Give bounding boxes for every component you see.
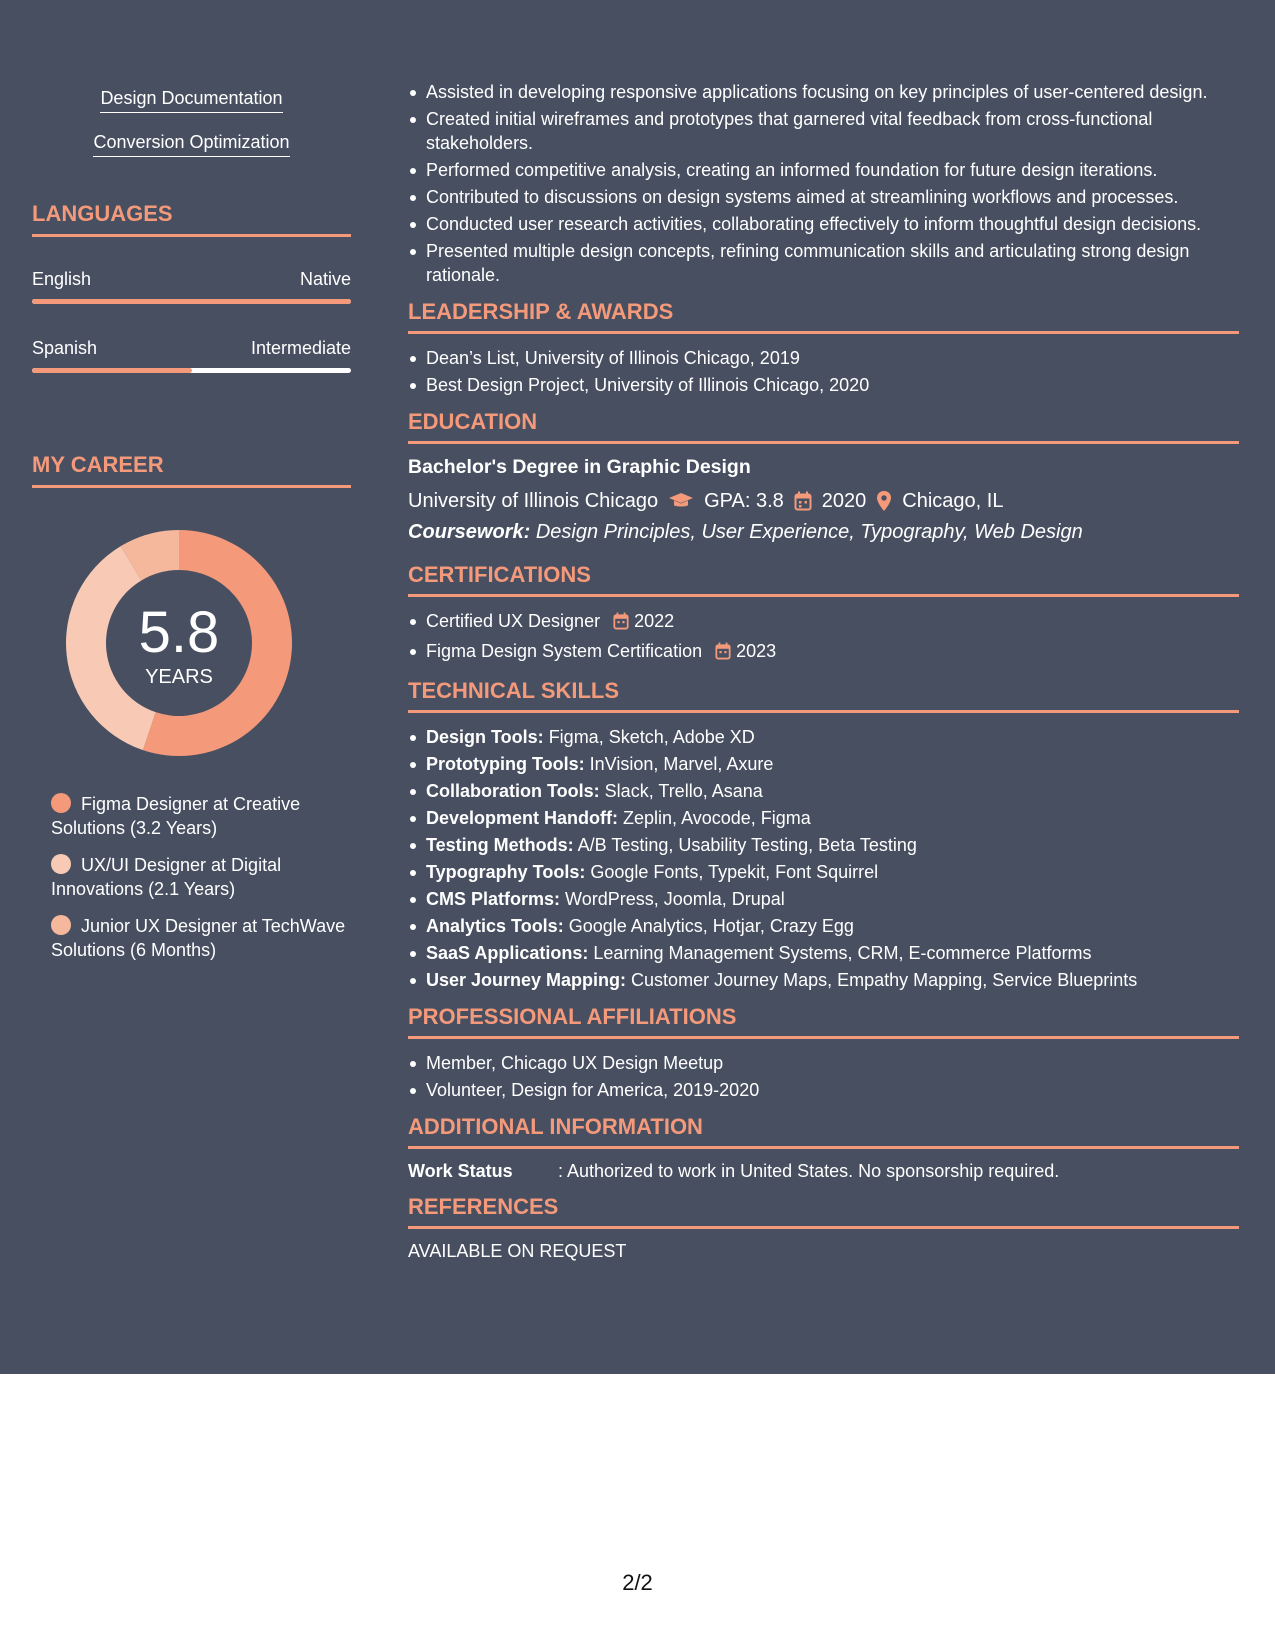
main-content [408, 0, 1239, 1262]
language-level: Intermediate [250, 338, 351, 358]
list-item [426, 725, 1239, 749]
legend-dot [51, 793, 71, 813]
skill-label: Design Tools: [426, 727, 544, 747]
language-bar-english [32, 299, 351, 304]
list-item [426, 752, 1239, 776]
affiliations-list [408, 1051, 1239, 1102]
skill-label: Testing Methods: [426, 835, 574, 855]
skill-value: Google Analytics, Hotjar, Crazy Egg [568, 916, 854, 936]
skill-value: Zeplin, Avocode, Figma [623, 808, 811, 828]
education-school: University of Illinois Chicago [408, 490, 659, 512]
skill-value: Slack, Trello, Asana [604, 781, 763, 801]
language-name: English [32, 269, 92, 289]
education-coursework [408, 521, 1239, 544]
coursework-label: Coursework: [408, 521, 531, 543]
technical-skills-heading: TECHNICAL SKILLS [408, 678, 1239, 713]
skill-value: Figma, Sketch, Adobe XD [548, 727, 755, 747]
skill-label: Collaboration Tools: [426, 781, 600, 801]
list-item [426, 806, 1239, 830]
list-item: Member, Chicago UX Design Meetup [426, 1051, 1239, 1075]
language-bar-fill [32, 299, 351, 304]
skill-label: User Journey Mapping: [426, 970, 627, 990]
language-level: Native [299, 269, 351, 289]
education-gpa: GPA: 3.8 [704, 490, 784, 512]
skill-label: CMS Platforms: [426, 889, 561, 909]
education-location: Chicago, IL [902, 490, 1004, 512]
work-status [408, 1161, 1239, 1182]
additional-info-heading: ADDITIONAL INFORMATION [408, 1114, 1239, 1149]
education-year: 2020 [821, 490, 867, 512]
list-item: Presented multiple design concepts, refining communication skills and articulating strong design rationale. [426, 239, 1239, 287]
work-status-value: : Authorized to work in United States. No sponsorship required. [558, 1161, 1060, 1181]
skill-value: Google Fonts, Typekit, Font Squirrel [590, 862, 879, 882]
education-heading: EDUCATION [408, 409, 1239, 444]
location-pin-icon [876, 490, 892, 512]
list-item [426, 968, 1239, 992]
legend-item [51, 792, 351, 840]
list-item [426, 609, 1239, 636]
skill-value: InVision, Marvel, Axure [589, 754, 774, 774]
calendar-icon [715, 642, 731, 666]
language-name: Spanish [32, 338, 98, 358]
list-item: Contributed to discussions on design systems aimed at streamlining workflows and processes. [426, 185, 1239, 209]
certification-name: Figma Design System Certification [426, 641, 703, 661]
graduation-cap-icon [668, 492, 694, 510]
career-unit: YEARS [145, 666, 213, 688]
career-donut-chart [66, 530, 292, 756]
skill-label: Analytics Tools: [426, 916, 564, 936]
list-item [426, 887, 1239, 911]
language-bar-spanish [32, 368, 351, 373]
list-item [426, 914, 1239, 938]
languages-heading: LANGUAGES [32, 201, 351, 237]
legend-item [51, 853, 351, 901]
education-details [408, 489, 1239, 513]
list-item: Conducted user research activities, collaborating effectively to inform thoughtful design decisions. [426, 212, 1239, 236]
leadership-list [408, 346, 1239, 397]
calendar-icon [794, 491, 812, 511]
career-heading: MY CAREER [32, 452, 351, 488]
legend-dot [51, 915, 71, 935]
certification-name: Certified UX Designer [426, 611, 601, 631]
legend-item [51, 914, 351, 962]
skill-label: SaaS Applications: [426, 943, 589, 963]
skill-label: Development Handoff: [426, 808, 619, 828]
education-degree: Bachelor's Degree in Graphic Design [408, 456, 751, 478]
career-legend [51, 792, 351, 975]
list-item: Created initial wireframes and prototypes that garnered vital feedback from cross-functional stakeholders. [426, 107, 1239, 155]
legend-label: UX/UI Designer at Digital Innovations (2.1 Years) [51, 855, 282, 899]
career-total: 5.8 [138, 600, 220, 665]
affiliations-heading: PROFESSIONAL AFFILIATIONS [408, 1004, 1239, 1039]
list-item: Best Design Project, University of Illinois Chicago, 2020 [426, 373, 1239, 397]
leadership-heading: LEADERSHIP & AWARDS [408, 299, 1239, 334]
skill-value: Customer Journey Maps, Empathy Mapping, Service Blueprints [631, 970, 1138, 990]
experience-bullets [408, 80, 1239, 287]
skill-label: Typography Tools: [426, 862, 586, 882]
references-text: AVAILABLE ON REQUEST [408, 1241, 627, 1261]
page-number: 2/2 [622, 1570, 653, 1595]
list-item: Assisted in developing responsive applications focusing on key principles of user-centered design. [426, 80, 1239, 104]
calendar-icon [613, 612, 629, 636]
technical-skills-list [408, 725, 1239, 992]
list-item: Dean’s List, University of Illinois Chicago, 2019 [426, 346, 1239, 370]
certification-year: 2023 [736, 641, 777, 661]
certifications-list [408, 609, 1239, 666]
list-item [426, 941, 1239, 965]
list-item [426, 833, 1239, 857]
skill-label: Prototyping Tools: [426, 754, 585, 774]
certification-year: 2022 [634, 611, 675, 631]
skill-link-design-documentation[interactable]: Design Documentation [100, 88, 282, 113]
list-item [426, 860, 1239, 884]
skill-link-conversion-optimization[interactable]: Conversion Optimization [93, 132, 289, 157]
certifications-heading: CERTIFICATIONS [408, 562, 1239, 597]
list-item [426, 639, 1239, 666]
legend-dot [51, 854, 71, 874]
list-item: Performed competitive analysis, creating an informed foundation for future design iterations. [426, 158, 1239, 182]
skill-value: Learning Management Systems, CRM, E-commerce Platforms [593, 943, 1092, 963]
list-item [426, 779, 1239, 803]
skill-links [32, 88, 351, 176]
skill-value: WordPress, Joomla, Drupal [565, 889, 785, 909]
language-bar-fill [32, 368, 192, 373]
references-heading: REFERENCES [408, 1194, 1239, 1229]
sidebar [32, 0, 351, 1374]
work-status-label: Work Status [408, 1161, 513, 1181]
list-item: Volunteer, Design for America, 2019-2020 [426, 1078, 1239, 1102]
coursework-value: Design Principles, User Experience, Typography, Web Design [535, 521, 1083, 543]
legend-label: Figma Designer at Creative Solutions (3.2 Years) [51, 794, 301, 838]
skill-value: A/B Testing, Usability Testing, Beta Testing [577, 835, 917, 855]
legend-label: Junior UX Designer at TechWave Solutions (6 Months) [51, 916, 346, 960]
